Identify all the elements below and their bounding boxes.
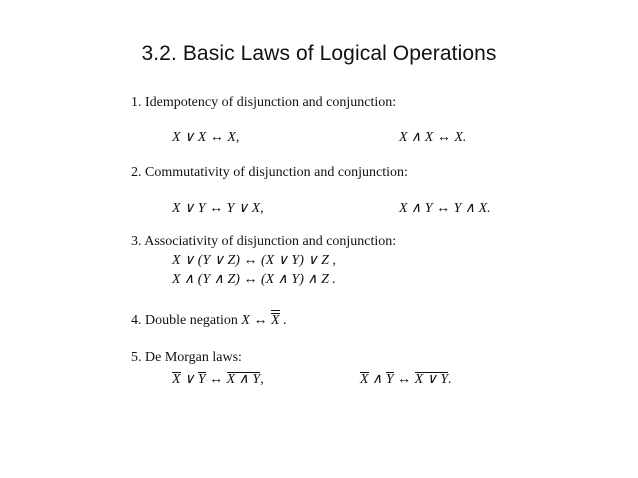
dm1-end: , (260, 372, 264, 387)
formula-idempotency-disjunction: X ∨ X ↔ X, (172, 130, 240, 145)
dm2-negated-rhs: X ∨ Y (414, 372, 449, 387)
double-negation-label: 4. Double negation (131, 313, 238, 328)
dm2-negated-y: Y (385, 372, 394, 387)
formula-de-morgan-2 (360, 371, 452, 388)
double-negation-end: . (283, 313, 287, 328)
dm1-op: ∨ (184, 372, 195, 387)
double-negation-lhs: X ↔ (241, 313, 268, 328)
dm1-negated-x: X (172, 372, 181, 387)
law-heading-double-negation (131, 313, 287, 329)
dm1-arrow: ↔ (209, 372, 224, 387)
law-heading-commutativity: 2. Commutativity of disjunction and conjunction: (131, 165, 408, 180)
dm2-op: ∧ (372, 372, 383, 387)
dm2-end: . (448, 372, 452, 387)
formula-idempotency-conjunction: X ∧ X ↔ X. (399, 130, 467, 145)
formula-commutativity-disjunction: X ∨ Y ↔ Y ∨ X, (172, 201, 264, 216)
formula-associativity-disjunction: X ∨ (Y ∨ Z) ↔ (X ∨ Y) ∨ Z , (172, 253, 336, 268)
law-heading-idempotency: 1. Idempotency of disjunction and conjunction: (131, 95, 397, 110)
dm2-arrow: ↔ (397, 372, 412, 387)
dm1-negated-y: Y (197, 372, 206, 387)
double-negation-rhs: X (270, 313, 280, 328)
law-heading-associativity: 3. Associativity of disjunction and conjunction: (131, 234, 397, 249)
slide-title: 3.2. Basic Laws of Logical Operations (141, 42, 497, 65)
dm1-negated-rhs: X ∧ Y (226, 372, 261, 387)
formula-commutativity-conjunction: X ∧ Y ↔ Y ∧ X. (399, 201, 491, 216)
law-heading-de-morgan: 5. De Morgan laws: (131, 350, 242, 365)
formula-associativity-conjunction: X ∧ (Y ∧ Z) ↔ (X ∧ Y) ∧ Z . (172, 272, 336, 287)
dm2-negated-x: X (360, 372, 369, 387)
formula-de-morgan-1 (172, 371, 264, 388)
